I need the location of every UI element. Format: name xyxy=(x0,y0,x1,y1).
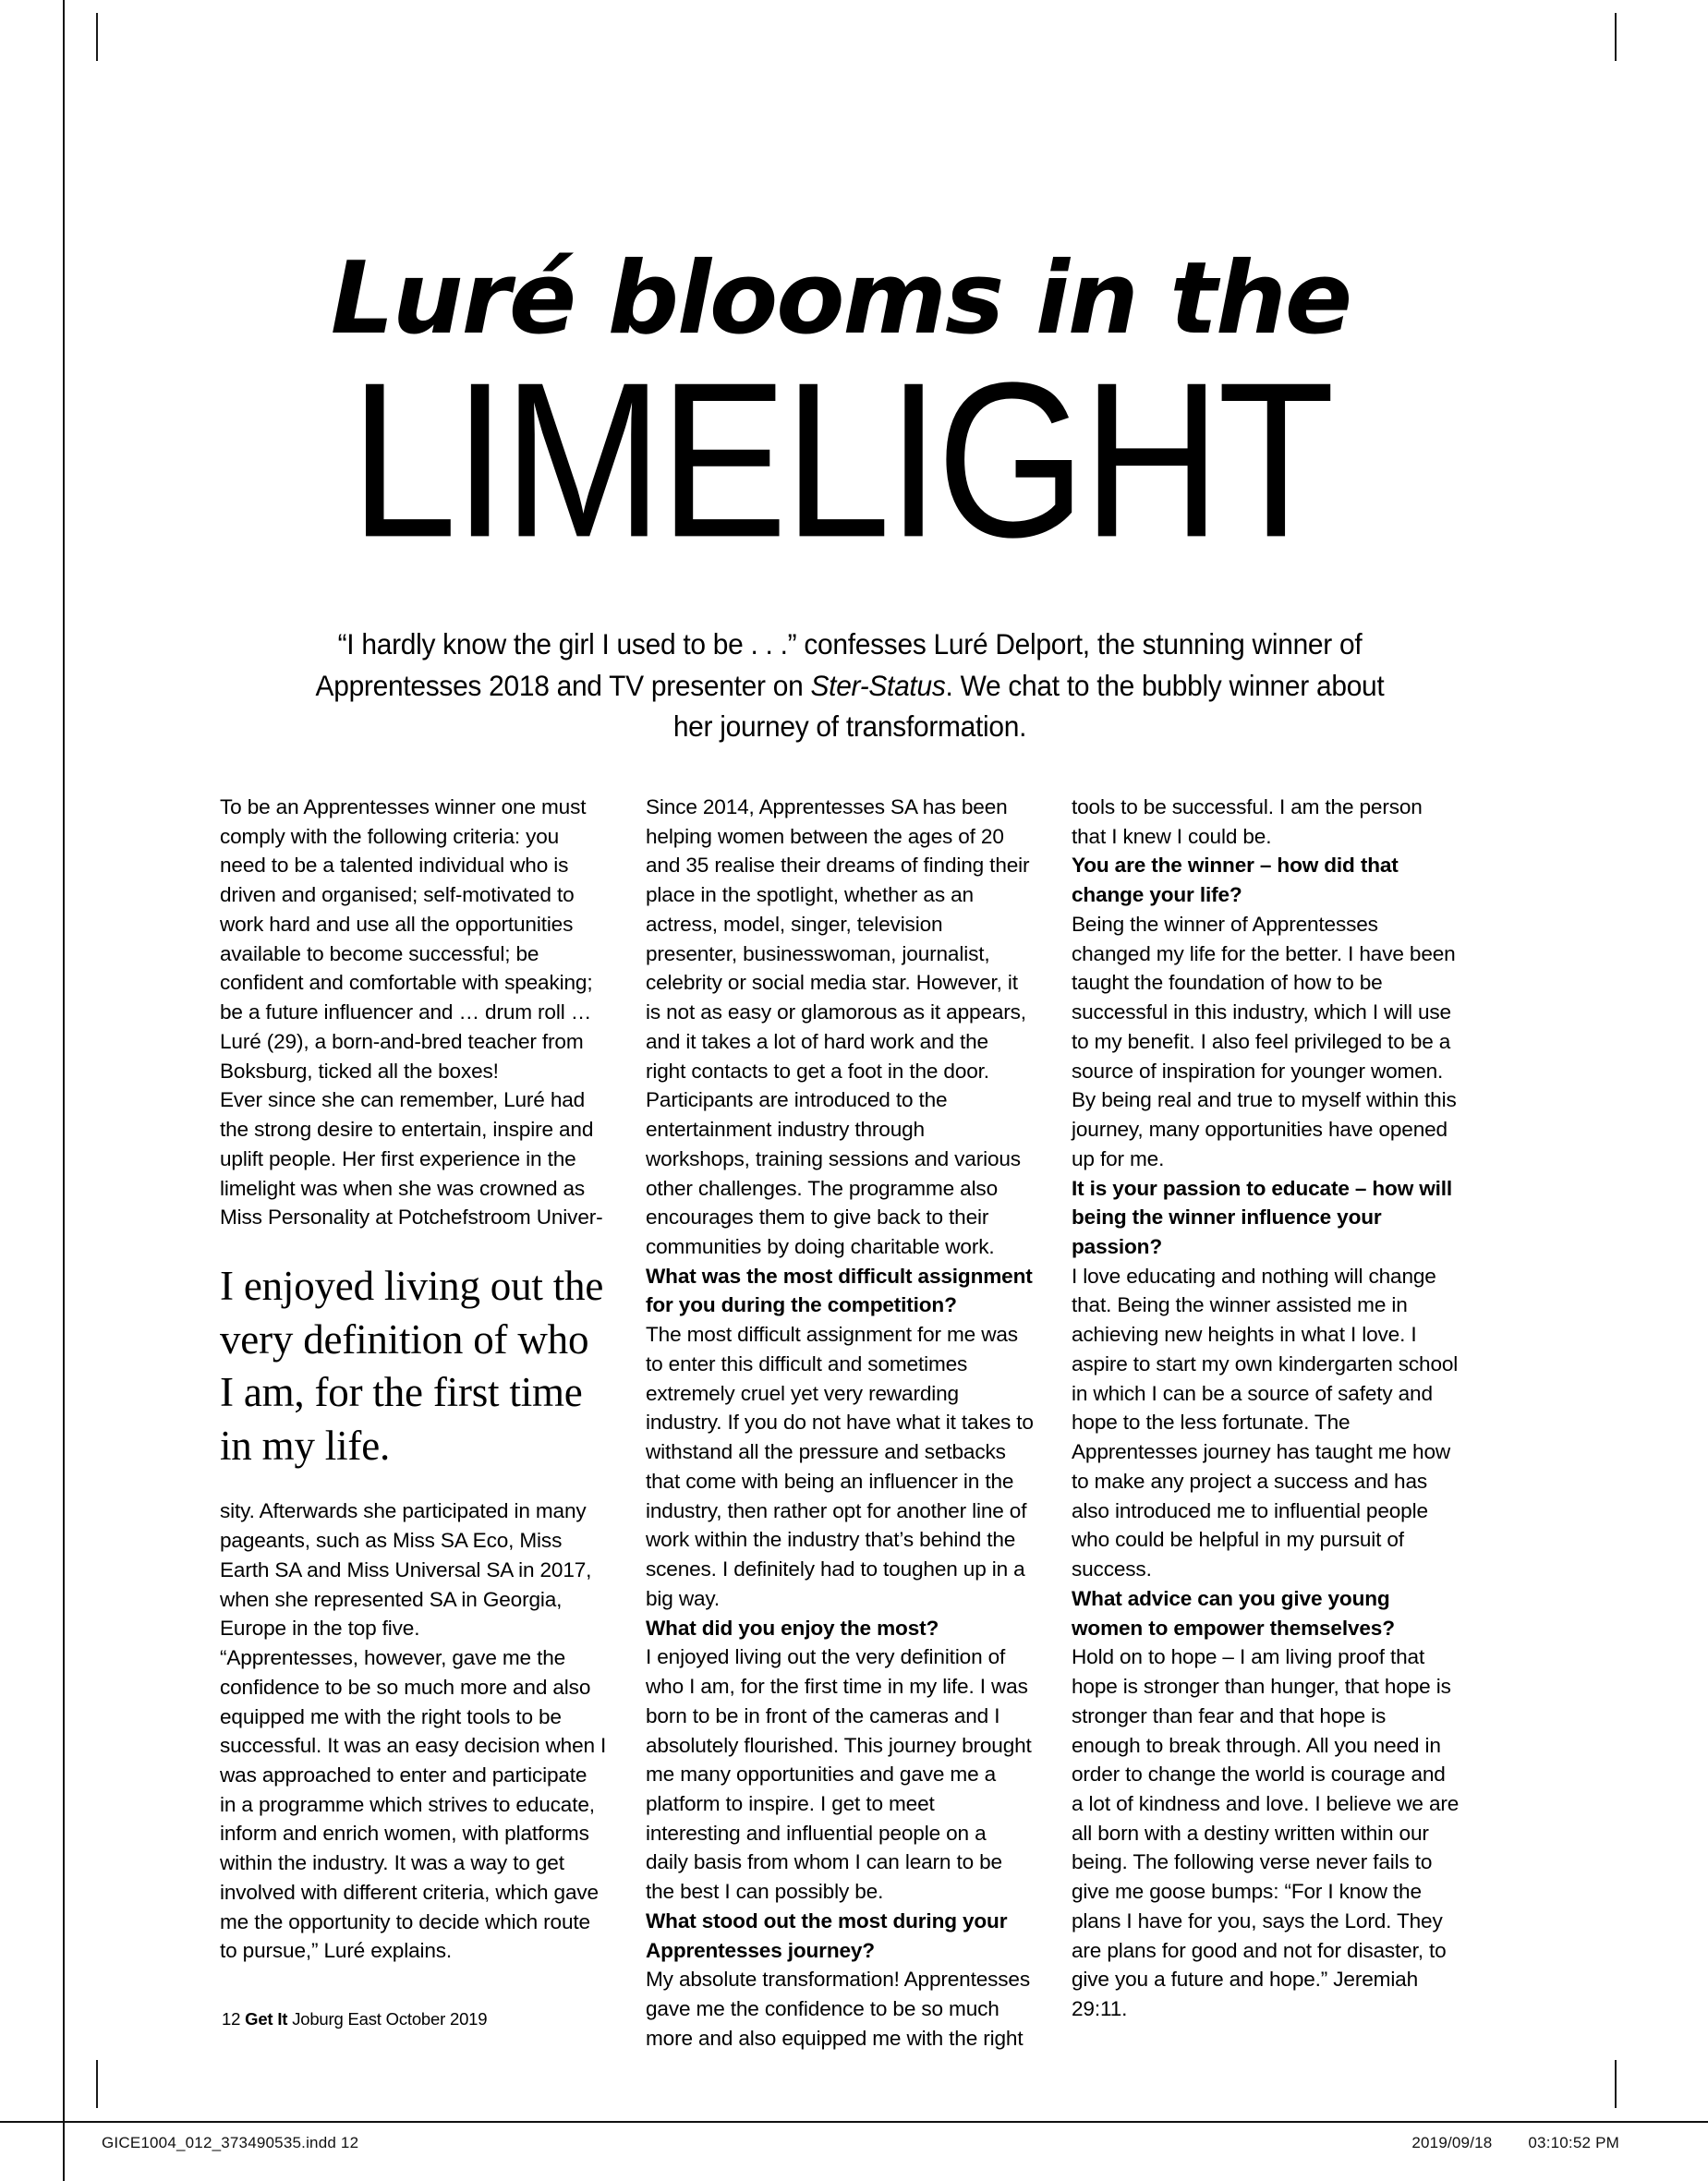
standfirst-part-1: “I hardly know the girl I used to be . . .” confesses Luré Delport, the stunning winner of Apprentesses 2018 and TV presenter on xyxy=(315,627,1363,702)
paragraph: To be an Apprentesses winner one must comply with the following criteria: you need to be a talented individual who is driven and organised; self-motivated to work hard and use all the opportunities available to become successful; be confident and comfortable with speaking; be a future influencer and … drum roll … Luré (29), a born-and-bred teacher from Boksburg, ticked all the boxes! xyxy=(220,795,593,1083)
paragraph: sity. Afterwards she participated in many pageants, such as Miss SA Eco, Miss Earth SA and Miss Universal SA in 2017, when she represented SA in Georgia, Europe in the top five. xyxy=(220,1499,592,1641)
crop-mark-top-left xyxy=(96,13,98,61)
interview-question: What was the most difficult assignment for you during the competition? xyxy=(646,1264,1033,1317)
print-timestamp xyxy=(1380,2134,1619,2152)
standfirst xyxy=(306,624,1394,747)
interview-answer: My absolute transformation! Apprentesses gave me the confidence to be so much more and also equipped me with the right xyxy=(646,1968,1030,2050)
body-column-1 xyxy=(220,793,608,1966)
page-edge-rule-left xyxy=(63,0,65,2181)
print-date: 2019/09/18 xyxy=(1411,2134,1493,2151)
folio-edition: Joburg East October 2019 xyxy=(292,2009,488,2029)
crop-mark-bottom-left xyxy=(96,2060,98,2108)
print-time: 03:10:52 PM xyxy=(1528,2134,1619,2151)
interview-answer: I love educating and nothing will change that. Being the winner assisted me in achieving new heights in what I love. I aspire to start my own kindergarten school in which I can be a source of safety and hope to the less fortunate. The Apprentesses journey has taught me how to make any project a success and has also introduced me to influential people who could be helpful in my pursuit of success. xyxy=(1072,1264,1459,1581)
interview-question: What did you enjoy the most? xyxy=(646,1616,939,1640)
headline-block xyxy=(222,241,1460,585)
standfirst-part-2: . We chat to the bubbly winner about her journey of transformation. xyxy=(672,668,1385,744)
standfirst-italic-title: Ster-Status xyxy=(810,668,946,702)
headline-main-line: LIMELIGHT xyxy=(350,337,1331,585)
paragraph: Since 2014, Apprentesses SA has been helping women between the ages of 20 and 35 realise their dreams of finding their place in the spotlight, whether as an actress, model, singer, television presenter, businesswoman, journalist, celebrity or social media star. However, it is not as easy or glamorous as it appears, and it takes a lot of hard work and the right contacts to get a foot in the door. Participants are introduced to the entertainment industry through workshops, training sessions and various other challenges. The programme also encourages them to give back to their communities by doing charitable work. xyxy=(646,795,1030,1259)
folio-page-number: 12 xyxy=(222,2009,241,2029)
interview-answer: I enjoyed living out the very definition of who I am, for the first time in my life. I was born to be in front of the cameras and I absolutely flourished. This journey brought me many opportunities and gave me a platform to inspire. I get to meet interesting and influential people on a daily basis from whom I can learn to be the best I can possibly be. xyxy=(646,1645,1032,1904)
body-column-2 xyxy=(646,793,1034,2054)
interview-answer: Being the winner of Apprentesses changed my life for the better. I have been taught the foundation of how to be successful in this industry, which I will use to my benefit. I also feel privileged to be a source of inspiration for younger women. By being real and true to myself within this journey, many opportunities have opened up for me. xyxy=(1072,912,1457,1170)
interview-question: You are the winner – how did that change your life? xyxy=(1072,854,1399,907)
print-file-slug: GICE1004_012_373490535.indd 12 xyxy=(102,2134,359,2151)
pull-quote: I enjoyed living out the very definition of who I am, for the first time in my life. xyxy=(220,1263,604,1469)
paragraph: “Apprentesses, however, gave me the confidence to be so much more and also equipped me with the right tools to be successful. It was an easy decision when I was approached to enter and participate in a programme which strives to educate, inform and enrich women, with platforms within the industry. It was a way to get involved with different criteria, which gave me the opportunity to decide which route to pursue,” Luré explains. xyxy=(220,1646,607,1963)
crop-mark-bottom-right xyxy=(1615,2060,1617,2108)
page-edge-rule-bottom xyxy=(0,2121,1708,2123)
interview-answer: Hold on to hope – I am living proof that hope is stronger than hunger, that hope is stronger than fear and that hope is enough to break through. All you need in order to change the world is courage and a lot of kindness and love. I believe we are all born with a destiny written within our being. The following verse never fails to give me goose bumps: “For I know the plans I have for you, says the Lord. They are plans for good and not for disaster, to give you a future and hope.” Jeremiah 29:11. xyxy=(1072,1645,1460,2021)
body-column-3 xyxy=(1072,793,1460,2024)
interview-question: What stood out the most during your Apprentesses journey? xyxy=(646,1908,1008,1962)
interview-question: It is your passion to educate – how will being the winner influence your passion? xyxy=(1072,1176,1453,1259)
interview-question: What advice can you give young women to empower themselves? xyxy=(1072,1586,1395,1640)
paragraph: Ever since she can remember, Luré had the strong desire to entertain, inspire and uplift people. Her first experience in the limelight was when she was crowned as Miss Personality at Potchefstroom Univer- xyxy=(220,1088,603,1230)
folio xyxy=(222,2009,487,2030)
interview-answer: The most difficult assignment for me was to enter this difficult and sometimes extremely cruel yet very rewarding industry. If you do not have what it takes to withstand all the pressure and setbacks that come with being an influencer in the industry, then rather opt for another line of work within the industry that’s behind the scenes. I definitely had to toughen up in a big way. xyxy=(646,1323,1034,1610)
interview-answer-continued: tools to be successful. I am the person that I knew I could be. xyxy=(1072,795,1423,848)
headline-script-line: Luré blooms in the xyxy=(330,241,1351,357)
folio-publication: Get It xyxy=(245,2009,288,2029)
crop-mark-top-right xyxy=(1615,13,1617,61)
